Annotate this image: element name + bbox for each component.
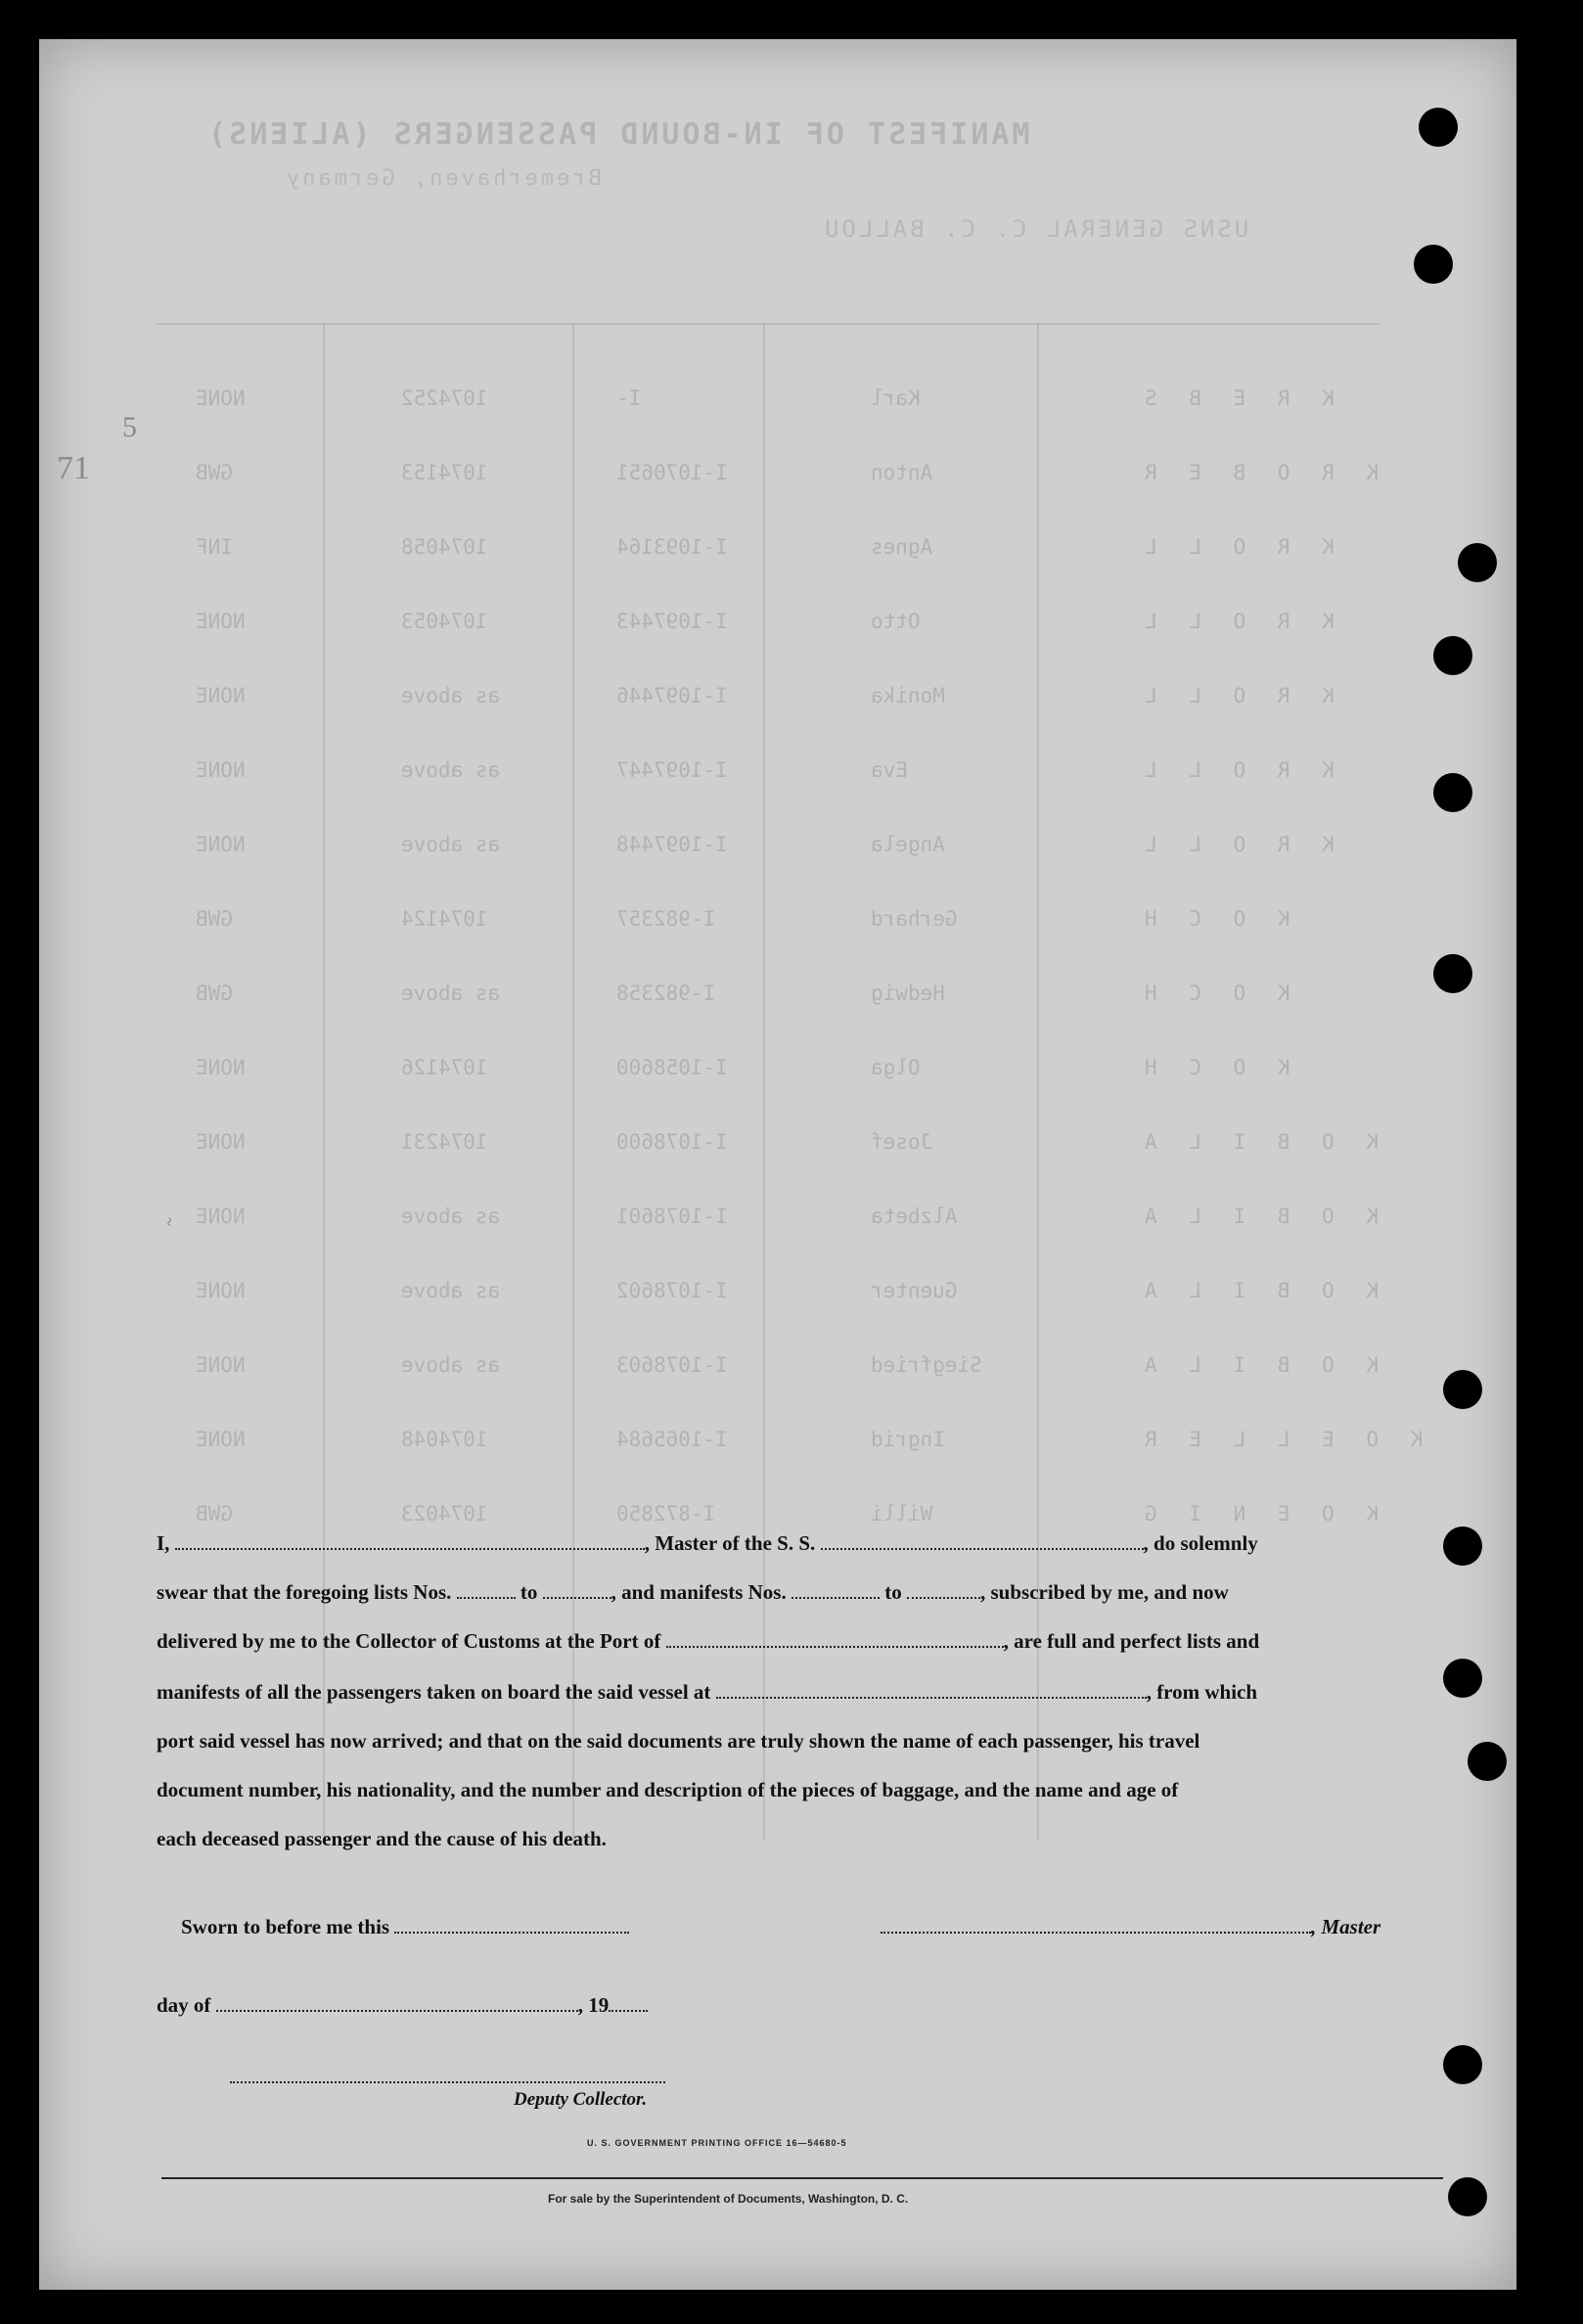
passenger-nationality: GWB [196,981,233,1005]
passenger-given-name: Siegfried [871,1353,982,1377]
passenger-given-name: Angela [871,833,945,856]
passenger-given-name: Gerhard [871,907,958,931]
passenger-document: I-1078603 [616,1353,728,1377]
lists-from-blank[interactable] [457,1583,516,1599]
punch-hole [1433,773,1472,812]
passenger-document: I-1078600 [616,1130,728,1154]
passenger-row [39,387,1516,416]
margin-page-mark: 5 [122,411,137,443]
passenger-surname: K O C H [1135,1056,1290,1079]
passenger-given-name: Olga [871,1056,921,1079]
passenger-row [39,684,1516,713]
passenger-number: 1074053 [401,610,488,633]
passenger-surname: K R E B S [1135,387,1334,410]
passenger-number: 1074252 [401,387,488,410]
passenger-document: I-1065684 [616,1428,728,1451]
passenger-document: I-1078601 [616,1205,728,1228]
passenger-surname: K O C H [1135,907,1290,931]
passenger-document: I-1097447 [616,758,728,782]
passenger-nationality: NONE [196,1428,246,1451]
deputy-signature-blank[interactable] [230,2079,665,2083]
passenger-document: I-872850 [616,1502,716,1526]
passenger-row [39,1130,1516,1160]
day-of-blank[interactable] [216,1996,578,2012]
passenger-row [39,981,1516,1011]
passenger-document: I-1097443 [616,610,728,633]
passenger-nationality: INF [196,535,233,559]
manifests-to-blank[interactable] [907,1583,980,1599]
passenger-row [39,758,1516,788]
oath-line-6: document number, his nationality, and the number and description of the pieces of baggage, and the name and age of [157,1778,1179,1801]
master-name-blank[interactable] [175,1534,645,1550]
master-signature-line: , Master [881,1915,1516,1939]
passenger-row [39,833,1516,862]
passenger-row [39,1205,1516,1234]
passenger-row [39,1279,1516,1308]
punch-hole [1443,1527,1482,1566]
passenger-nationality: NONE [196,833,246,856]
passenger-number: 1074124 [401,907,488,931]
passenger-document: I-1093164 [616,535,728,559]
passenger-number: 1074153 [401,461,488,484]
sworn-day-blank[interactable] [394,1918,629,1934]
passenger-surname: K O B I L A [1135,1205,1379,1228]
departure-port-blank[interactable] [716,1683,1147,1699]
passenger-given-name: Willi [871,1502,933,1526]
passenger-surname: K O B I L A [1135,1130,1379,1154]
passenger-number: 1074126 [401,1056,488,1079]
passenger-document: I-982358 [616,981,716,1005]
passenger-surname: K O E N I G [1135,1502,1379,1526]
ghost-header-port: Bremerhaven, Germany [284,166,602,191]
passenger-document: I-1070651 [616,461,728,484]
passenger-number: as above [401,684,501,707]
passenger-number: as above [401,1353,501,1377]
punch-hole [1419,108,1458,147]
passenger-number: 1074231 [401,1130,488,1154]
passenger-nationality: NONE [196,1130,246,1154]
oath-line-1: I, , Master of the S. S. , do solemnly [157,1531,1258,1555]
passenger-number: as above [401,758,501,782]
passenger-document: I-982357 [616,907,716,931]
passenger-number: 1074048 [401,1428,488,1451]
passenger-nationality: NONE [196,758,246,782]
port-blank[interactable] [666,1632,1004,1648]
oath-line-3: delivered by me to the Collector of Customs at the Port of , are full and perfect lists and [157,1629,1260,1653]
margin-side-number: 71 [57,450,90,486]
sworn-line: Sworn to before me this [181,1915,1453,1939]
passenger-surname: K O E L L E R [1135,1428,1424,1451]
passenger-nationality: NONE [196,387,246,410]
passenger-surname: K R O L L [1135,833,1334,856]
passenger-surname: K R O B E R [1135,461,1379,484]
passenger-given-name: Josef [871,1130,933,1154]
sale-notice: For sale by the Superintendent of Documents, Washington, D. C. [548,2192,909,2206]
passenger-given-name: Otto [871,610,921,633]
passenger-nationality: NONE [196,1279,246,1302]
passenger-document: I-1097446 [616,684,728,707]
punch-hole [1414,245,1453,284]
ghost-header-title: MANIFEST OF IN-BOUND PASSENGERS (ALIENS) [205,117,1030,152]
passenger-nationality: NONE [196,1056,246,1079]
passenger-nationality: NONE [196,684,246,707]
passenger-nationality: NONE [196,1353,246,1377]
passenger-surname: K R O L L [1135,684,1334,707]
oath-line-7: each deceased passenger and the cause of his death. [157,1827,607,1850]
passenger-surname: K O B I L A [1135,1279,1379,1302]
deputy-collector-label: Deputy Collector. [514,2089,648,2110]
ghost-header-vessel: USNS GENERAL C. C. BALLOU [822,215,1249,243]
passenger-nationality: NONE [196,1205,246,1228]
oath-line-4: manifests of all the passengers taken on board the said vessel at , from which [157,1680,1258,1704]
passenger-number: as above [401,1279,501,1302]
passenger-row [39,1428,1516,1457]
punch-hole [1468,1742,1507,1781]
printer-imprint: U. S. GOVERNMENT PRINTING OFFICE 16—54680-5 [587,2138,847,2148]
passenger-surname: K R O L L [1135,535,1334,559]
passenger-given-name: Anton [871,461,933,484]
passenger-nationality: GWB [196,461,233,484]
vessel-name-blank[interactable] [821,1534,1144,1550]
footer-rule [161,2177,1443,2179]
punch-hole [1443,1370,1482,1409]
passenger-row [39,907,1516,936]
punch-hole [1433,954,1472,993]
grid-line [157,323,1379,325]
manifest-page [39,39,1516,2290]
passenger-surname: K O C H [1135,981,1290,1005]
passenger-document: I-1078602 [616,1279,728,1302]
punch-hole [1433,636,1472,675]
passenger-document: I- [616,387,642,410]
passenger-row [39,461,1516,490]
passenger-nationality: NONE [196,610,246,633]
lists-to-blank[interactable] [543,1583,611,1599]
year-blank[interactable] [609,1996,648,2012]
punch-hole [1448,2177,1487,2216]
passenger-document: I-1058600 [616,1056,728,1079]
passenger-number: as above [401,981,501,1005]
passenger-surname: K R O L L [1135,758,1334,782]
passenger-surname: K O B I L A [1135,1353,1379,1377]
punch-hole [1458,543,1497,582]
passenger-document: I-1097448 [616,833,728,856]
day-of-line: day of , 19 [157,1993,1428,2018]
passenger-row [39,610,1516,639]
passenger-surname: K R O L L [1135,610,1334,633]
handwritten-mark: ~ [160,1216,179,1228]
punch-hole [1443,2045,1482,2084]
passenger-row [39,1056,1516,1085]
master-signature-blank[interactable] [881,1918,1311,1934]
passenger-number: 1074023 [401,1502,488,1526]
passenger-given-name: Ingrid [871,1428,945,1451]
passenger-nationality: GWB [196,1502,233,1526]
passenger-number: as above [401,1205,501,1228]
passenger-row [39,1353,1516,1383]
passenger-given-name: Alzbeta [871,1205,958,1228]
manifests-from-blank[interactable] [792,1583,880,1599]
passenger-nationality: GWB [196,907,233,931]
oath-line-2: swear that the foregoing lists Nos. to , and manifests Nos. to , subscribed by me, and now [157,1580,1229,1604]
passenger-given-name: Eva [871,758,908,782]
passenger-given-name: Karl [871,387,921,410]
passenger-row [39,535,1516,565]
passenger-given-name: Guenter [871,1279,958,1302]
oath-line-5: port said vessel has now arrived; and that on the said documents are truly shown the name of each passenger, his travel [157,1729,1200,1753]
punch-hole [1443,1659,1482,1698]
passenger-number: as above [401,833,501,856]
passenger-row [39,1502,1516,1531]
passenger-given-name: Monika [871,684,945,707]
passenger-given-name: Hedwig [871,981,945,1005]
passenger-number: 1074058 [401,535,488,559]
passenger-given-name: Agnes [871,535,933,559]
